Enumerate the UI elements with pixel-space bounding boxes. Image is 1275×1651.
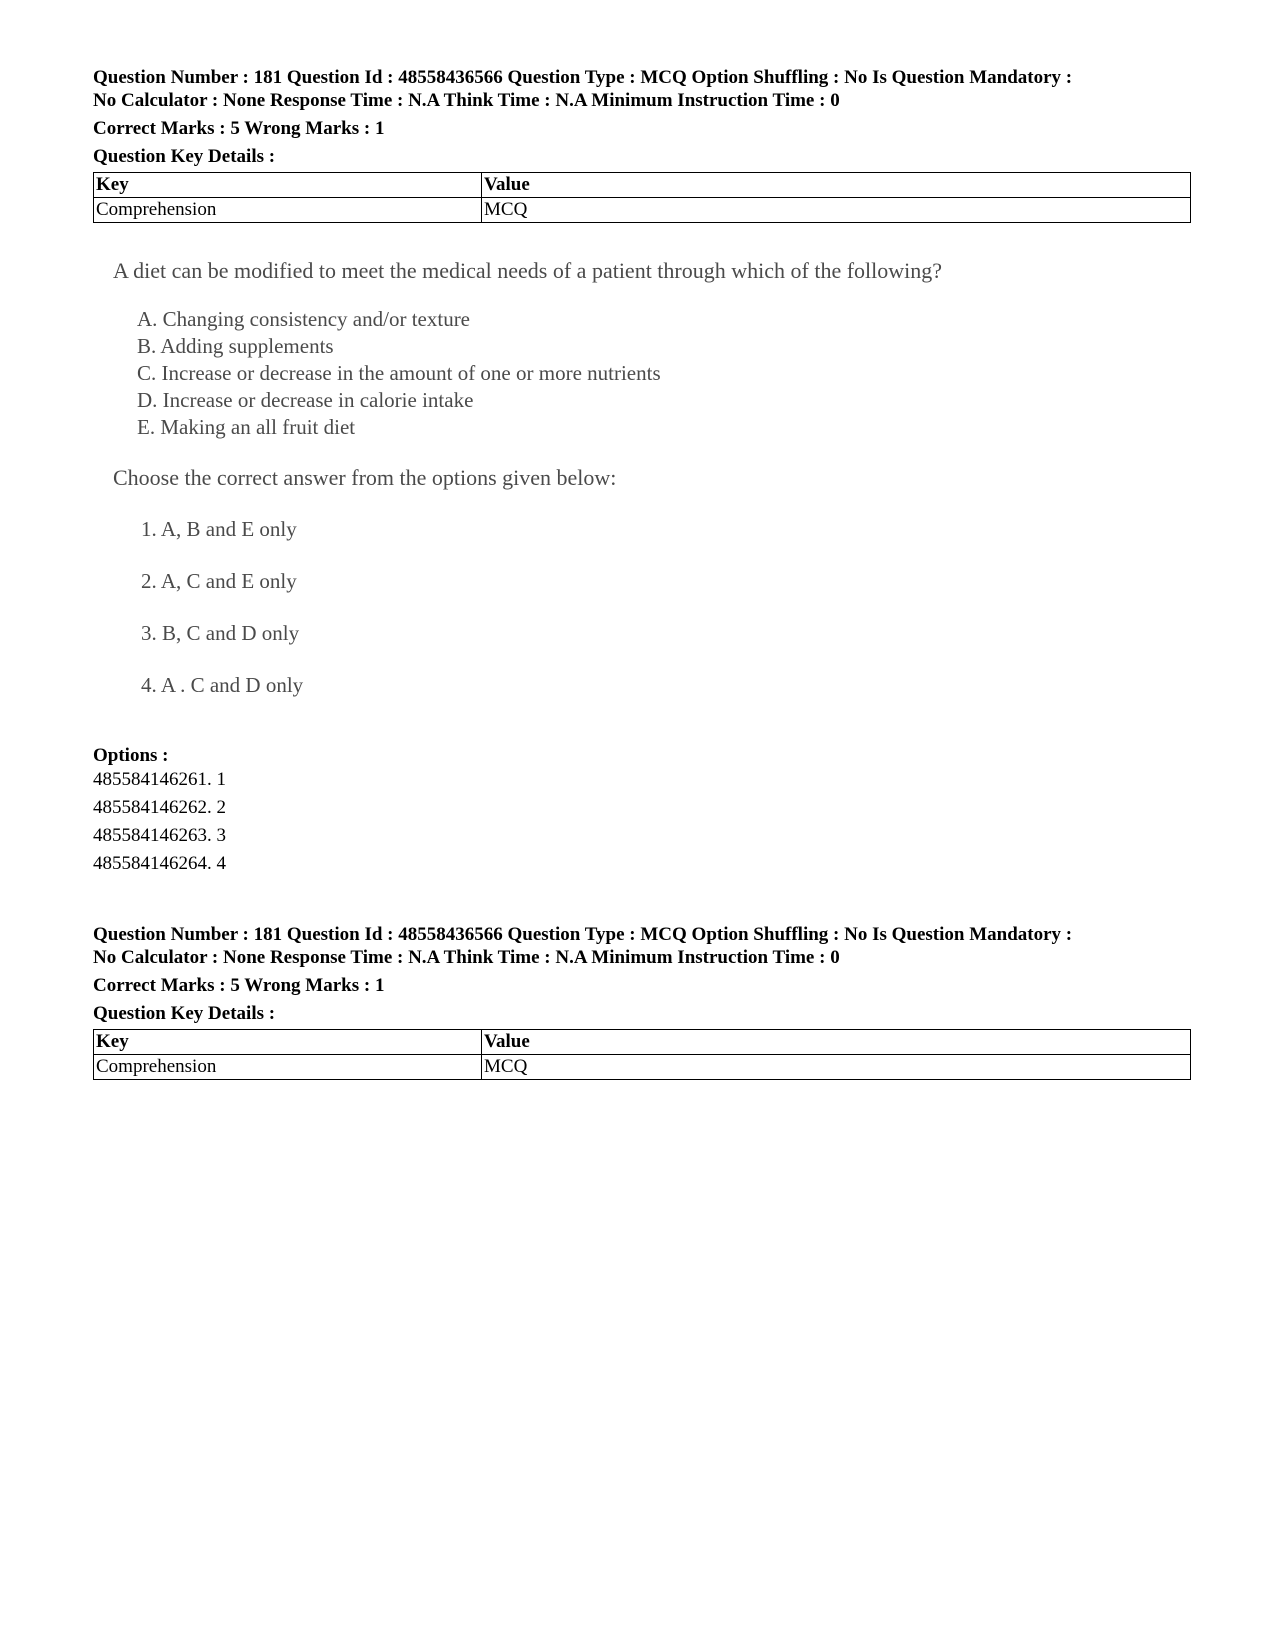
key-details-label: Question Key Details : — [93, 1003, 276, 1024]
table-header-row — [94, 173, 1191, 198]
answer-option: 2. A, C and E only — [141, 569, 297, 593]
option-item: 485584146263. 3 — [93, 825, 226, 846]
answer-option: 1. A, B and E only — [141, 517, 297, 541]
table-row — [94, 1055, 1191, 1080]
table-cell-value: MCQ — [482, 198, 1191, 223]
table-header-value: Value — [482, 1030, 1191, 1055]
question-header-line1: Question Number : 181 Question Id : 48558436566 Question Type : MCQ Option Shuffling : No Is Question Mandatory : — [93, 67, 1073, 88]
statement-list — [137, 306, 1013, 441]
table-header-key: Key — [94, 1030, 482, 1055]
question-header-line2: No Calculator : None Response Time : N.A Think Time : N.A Minimum Instruction Time : 0 — [93, 947, 840, 968]
marks-line: Correct Marks : 5 Wrong Marks : 1 — [93, 118, 385, 139]
question-block-2 — [93, 923, 1191, 1080]
table-header-row — [94, 1030, 1191, 1055]
key-details-table — [93, 172, 1191, 223]
options-title: Options : — [93, 745, 169, 766]
answer-option-list — [113, 516, 1013, 698]
answer-option: 3. B, C and D only — [141, 621, 300, 645]
statement-item: B. Adding supplements — [137, 334, 334, 358]
choose-instruction: Choose the correct answer from the options given below: — [113, 465, 617, 490]
marks-line: Correct Marks : 5 Wrong Marks : 1 — [93, 975, 385, 996]
key-details-label: Question Key Details : — [93, 146, 276, 167]
statement-item: A. Changing consistency and/or texture — [137, 307, 471, 331]
statement-item: C. Increase or decrease in the amount of one or more nutrients — [137, 361, 661, 385]
question-header-line2: No Calculator : None Response Time : N.A Think Time : N.A Minimum Instruction Time : 0 — [93, 90, 840, 111]
question-header-line1: Question Number : 181 Question Id : 48558436566 Question Type : MCQ Option Shuffling : No Is Question Mandatory : — [93, 924, 1073, 945]
question-stem: A diet can be modified to meet the medical needs of a patient through which of the following? — [113, 258, 943, 283]
option-item: 485584146261. 1 — [93, 769, 226, 790]
question-header — [93, 923, 1191, 969]
key-details-table — [93, 1029, 1191, 1080]
statement-item: E. Making an all fruit diet — [137, 415, 356, 439]
statement-item: D. Increase or decrease in calorie intake — [137, 388, 474, 412]
table-header-value: Value — [482, 173, 1191, 198]
answer-option: 4. A . C and D only — [141, 673, 304, 697]
options-list — [93, 766, 226, 878]
table-cell-key: Comprehension — [94, 1055, 482, 1080]
question-header — [93, 66, 1191, 112]
option-item: 485584146264. 4 — [93, 853, 226, 874]
table-cell-key: Comprehension — [94, 198, 482, 223]
table-row — [94, 198, 1191, 223]
table-cell-value: MCQ — [482, 1055, 1191, 1080]
option-item: 485584146262. 2 — [93, 797, 226, 818]
question-image — [113, 258, 1013, 698]
question-block-1 — [93, 66, 1191, 223]
table-header-key: Key — [94, 173, 482, 198]
